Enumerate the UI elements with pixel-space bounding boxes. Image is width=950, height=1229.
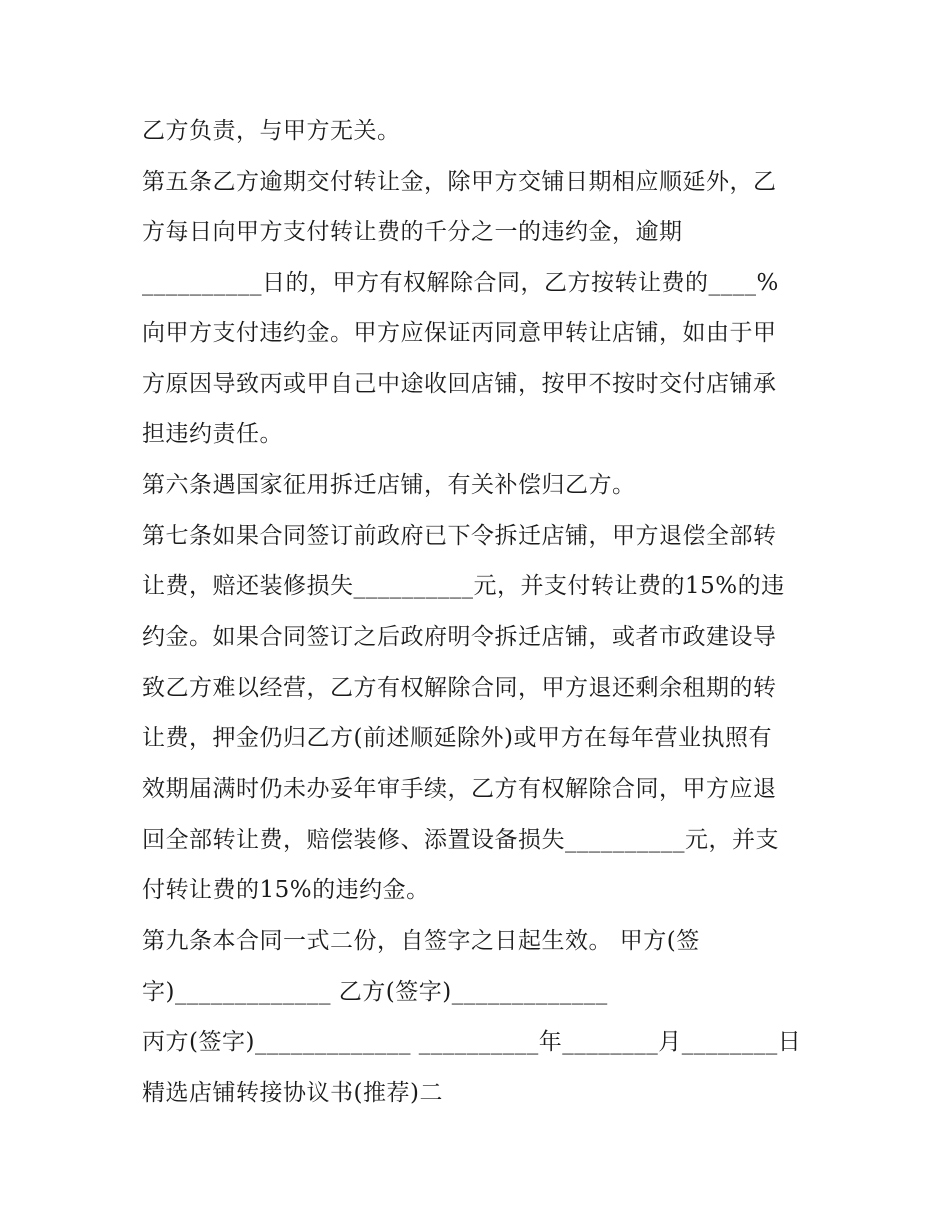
text-line-8: 第六条遇国家征用拆迁店铺，有关补偿归乙方。 <box>142 472 636 498</box>
text-line-16: 付转让费的15%的违约金。 <box>142 877 430 903</box>
text-line-3: 方每日向甲方支付转让费的千分之一的违约金，逾期 <box>142 219 683 245</box>
text-line-4: __________日的，甲方有权解除合同，乙方按转让费的____% <box>142 270 779 296</box>
text-line-19: 丙方(签字)_____________ __________年________月________日 <box>142 1029 802 1055</box>
text-line-10: 让费，赔还装修损失__________元，并支付转让费的15%的违 <box>142 573 785 599</box>
text-line-12: 致乙方难以经营，乙方有权解除合同，甲方退还剩余租期的转 <box>142 675 777 701</box>
section-heading: 精选店铺转接协议书(推荐)二 <box>142 1080 443 1106</box>
text-line-6: 方原因导致丙或甲自己中途收回店铺，按甲不按时交付店铺承 <box>142 371 777 397</box>
text-line-18: 字)_____________ 乙方(签字)_____________ <box>142 979 608 1005</box>
text-line-15: 回全部转让费，赔偿装修、添置设备损失__________元，并支 <box>142 827 779 853</box>
text-line-5: 向甲方支付违约金。甲方应保证丙同意甲转让店铺，如由于甲 <box>142 320 777 346</box>
text-line-13: 让费，押金仍归乙方(前述顺延除外)或甲方在每年营业执照有 <box>142 725 772 751</box>
text-line-7: 担违约责任。 <box>142 421 283 447</box>
text-line-1: 乙方负责，与甲方无关。 <box>142 118 401 144</box>
text-line-14: 效期届满时仍未办妥年审手续，乙方有权解除合同，甲方应退 <box>142 776 777 802</box>
text-line-2: 第五条乙方逾期交付转让金，除甲方交铺日期相应顺延外，乙 <box>142 169 777 195</box>
text-line-9: 第七条如果合同签订前政府已下令拆迁店铺，甲方退偿全部转 <box>142 523 777 549</box>
text-line-17: 第九条本合同一式二份，自签字之日起生效。 甲方(签 <box>142 928 700 954</box>
text-line-11: 约金。如果合同签订之后政府明令拆迁店铺，或者市政建设导 <box>142 624 777 650</box>
